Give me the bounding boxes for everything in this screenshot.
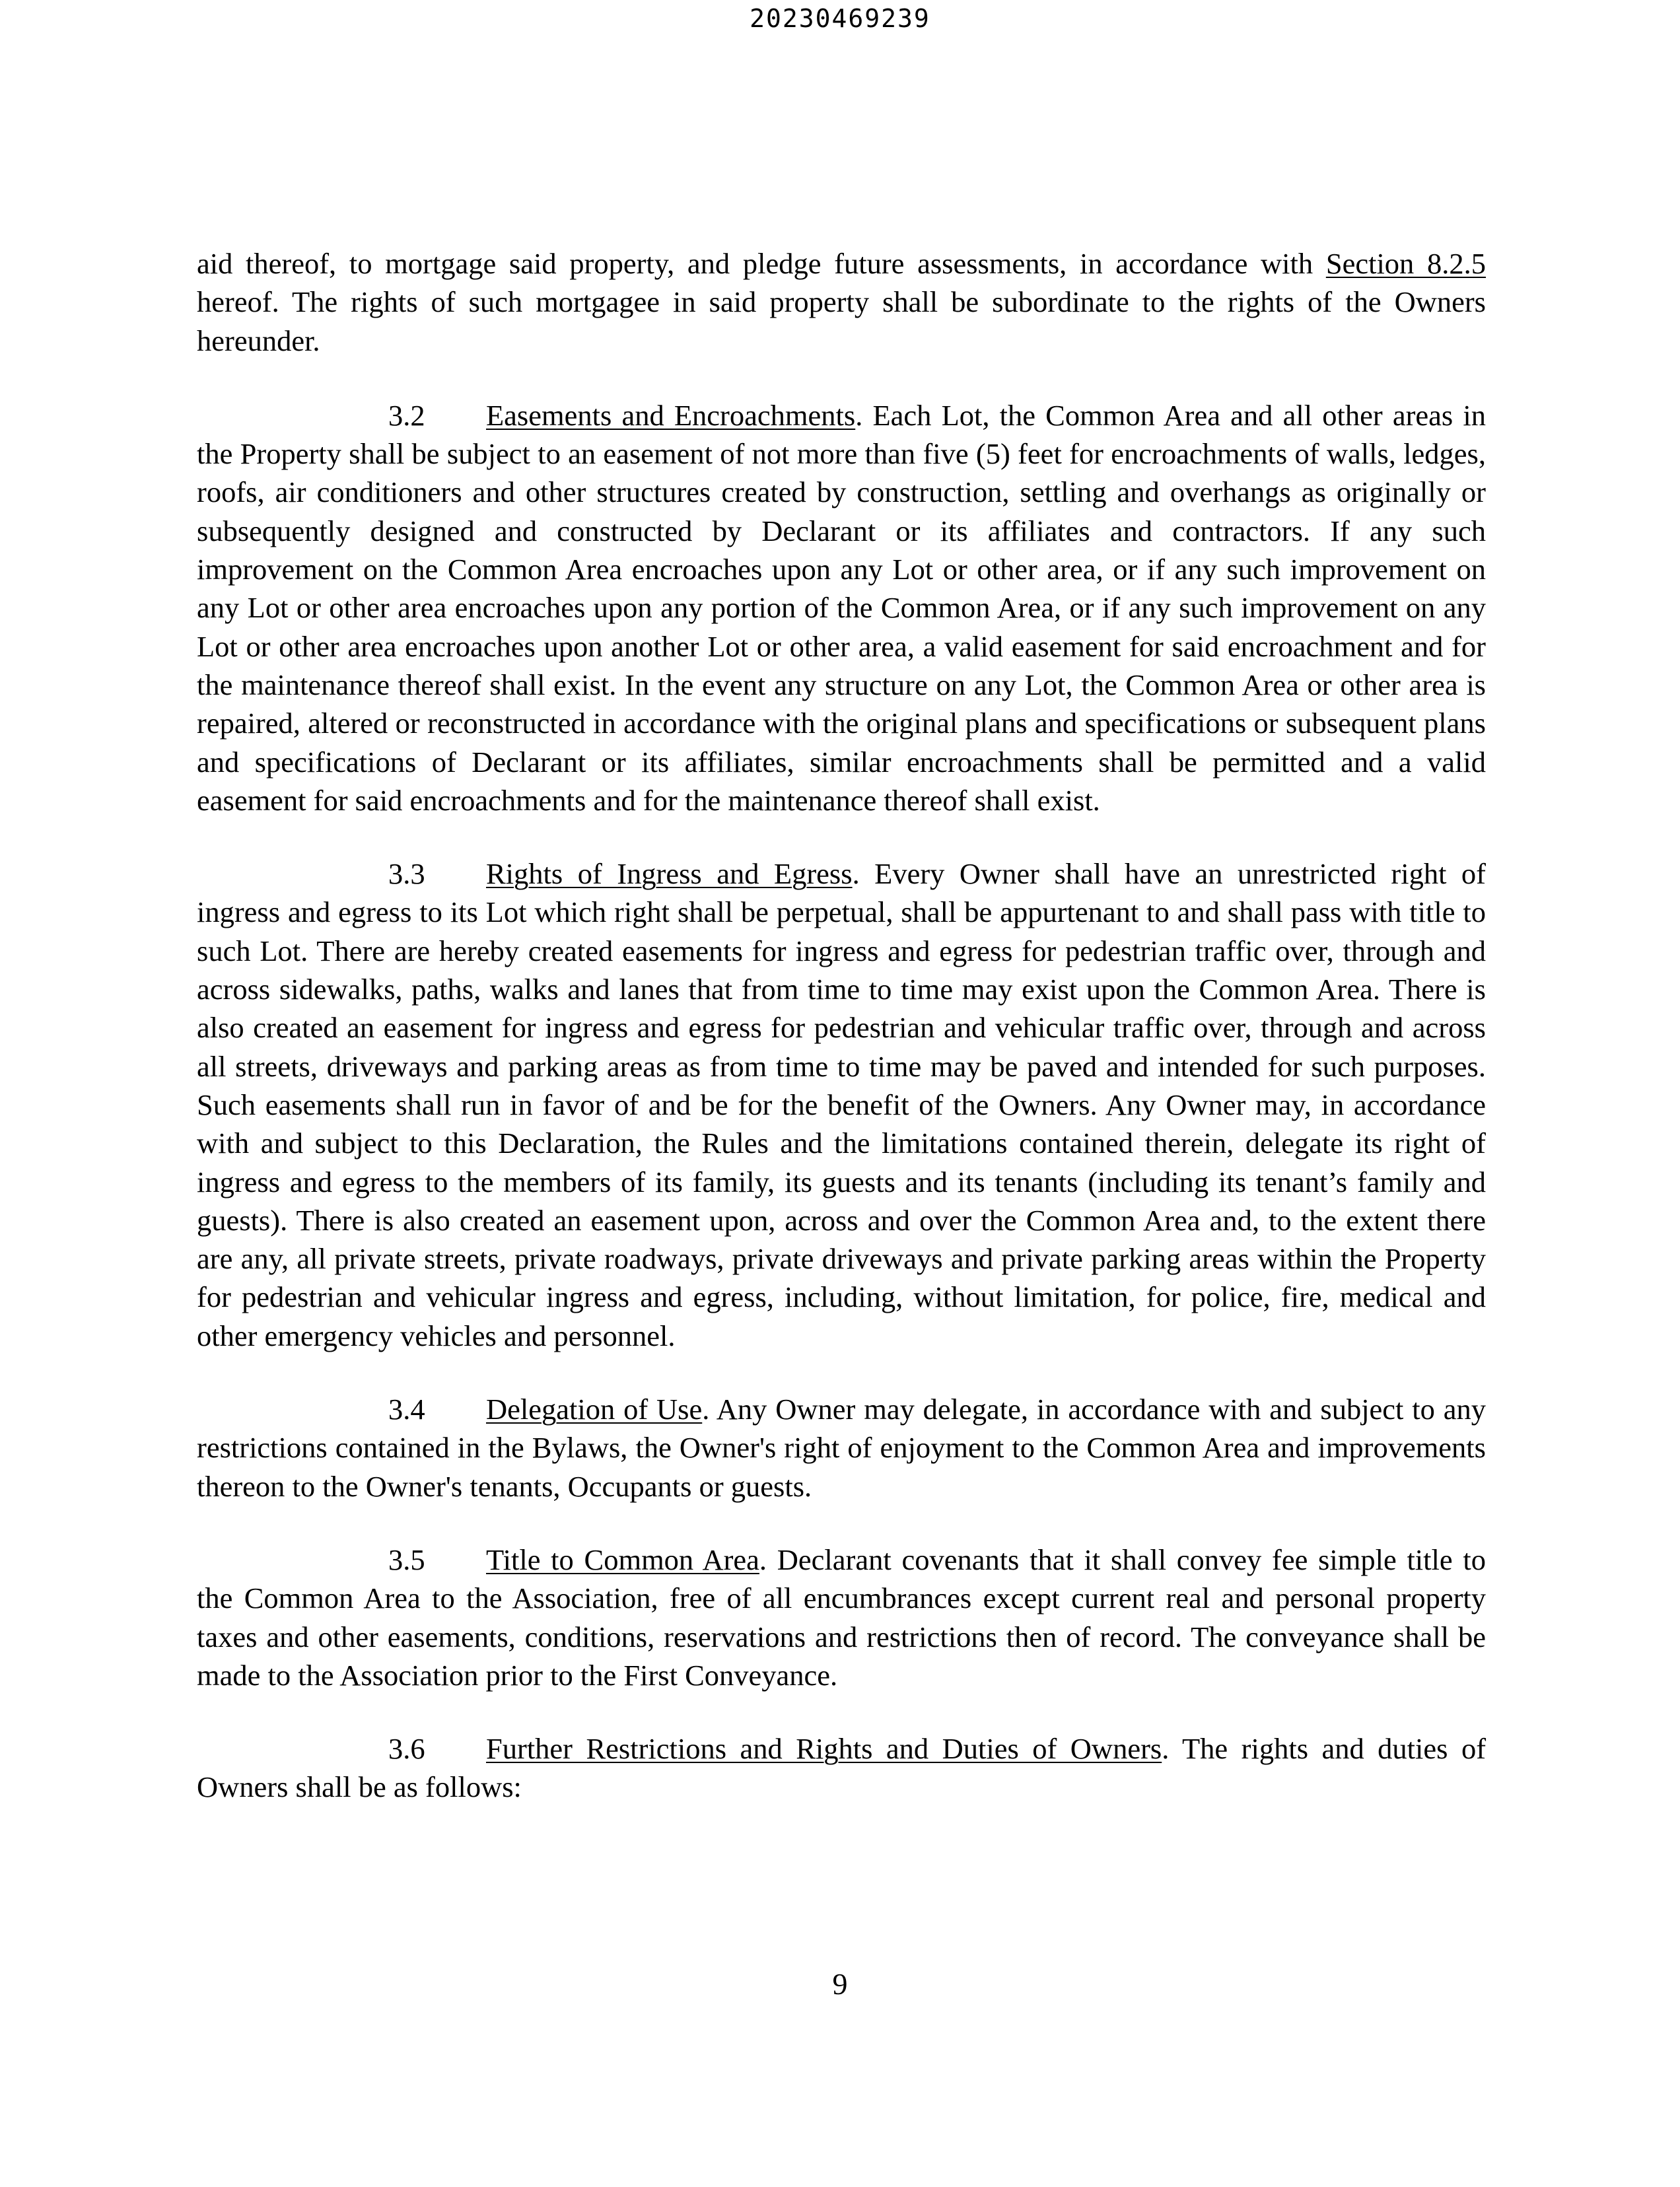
section-text: . Declarant covenants that it shall convey fee simple title to the Common Area to the Association, free of all encumbrances except current real and personal property taxes and other easements, conditions, reservations and restrictions then of record. The conveyance shall be made to the Association prior to the First Conveyance. (197, 1543, 1486, 1692)
paragraph-text: aid thereof, to mortgage said property, and pledge future assessments, in accordance with (197, 247, 1326, 280)
section-title: Delegation of Use (486, 1393, 703, 1426)
section-number: 3.6 (388, 1732, 425, 1766)
page-number: 9 (832, 1967, 848, 2001)
paragraph-continuation (197, 244, 1486, 360)
section-number: 3.4 (388, 1393, 425, 1426)
recording-number: 20230469239 (750, 4, 930, 33)
section-title: Further Restrictions and Rights and Duties of Owners (486, 1732, 1162, 1766)
section-title: Title to Common Area (486, 1543, 759, 1576)
section-number: 3.2 (388, 398, 425, 432)
section-3-6 (197, 1729, 1486, 1807)
section-title: Rights of Ingress and Egress (486, 857, 853, 891)
section-title: Easements and Encroachments (486, 398, 856, 432)
section-text: . Every Owner shall have an unrestricted right of ingress and egress to its Lot which right shall be perpetual, shall be appurtenant to and shall pass with title to such Lot. There are hereby created easements for ingress and egress for pedestrian traffic over, through and across sidewalks, paths, walks and lanes that from time to time may exist upon the Common Area. There is also created an easement for ingress and egress for pedestrian and vehicular traffic over, through and across all streets, driveways and parking areas as from time to time may be paved and intended for such purposes. Such easements shall run in favor of and be for the benefit of the Owners. Any Owner may, in accordance with and subject to this Declaration, the Rules and the limitations contained therein, delegate its right of ingress and egress to the members of its family, its guests and its tenants (including its tenant’s family and guests). There is also created an easement upon, across and over the Common Area and, to the extent there are any, all private streets, private roadways, private driveways and private parking areas within the Property for pedestrian and vehicular ingress and egress, including, without limitation, for police, fire, medical and other emergency vehicles and personnel. (197, 857, 1486, 1352)
section-number: 3.3 (388, 857, 425, 891)
section-reference-link: Section 8.2.5 (1325, 247, 1486, 280)
section-text: . Each Lot, the Common Area and all other areas in the Property shall be subject to an easement of not more than five (5) feet for encroachments of walls, ledges, roofs, air conditioners and other structures created by construction, settling and overhangs as originally or subsequently designed and constructed by Declarant or its affiliates and contractors. If any such improvement on the Common Area encroaches upon any Lot or other area, or if any such improvement on any Lot or other area encroaches upon any portion of the Common Area, or if any such improvement on any Lot or other area encroaches upon another Lot or other area, a valid easement for said encroachment and for the maintenance thereof shall exist. In the event any structure on any Lot, the Common Area or other area is repaired, altered or reconstructed in accordance with the original plans and specifications or subsequent plans and specifications of Declarant or its affiliates, similar encroachments shall be permitted and a valid easement for said encroachments and for the maintenance thereof shall exist. (197, 398, 1486, 817)
page-body (197, 244, 1486, 1842)
section-text: . The rights and duties of Owners shall be as follows: (197, 1732, 1487, 1804)
section-3-5 (197, 1541, 1486, 1694)
section-3-4 (197, 1390, 1486, 1506)
section-3-2 (197, 396, 1486, 819)
section-text: . Any Owner may delegate, in accordance with and subject to any restrictions contained in the Bylaws, the Owner's right of enjoyment to the Common Area and improvements thereon to the Owner's tenants, Occupants or guests. (197, 1393, 1486, 1503)
paragraph-text: hereof. The rights of such mortgagee in said property shall be subordinate to the rights of the Owners hereunder. (197, 285, 1486, 357)
section-3-3 (197, 854, 1486, 1355)
section-number: 3.5 (388, 1543, 425, 1576)
